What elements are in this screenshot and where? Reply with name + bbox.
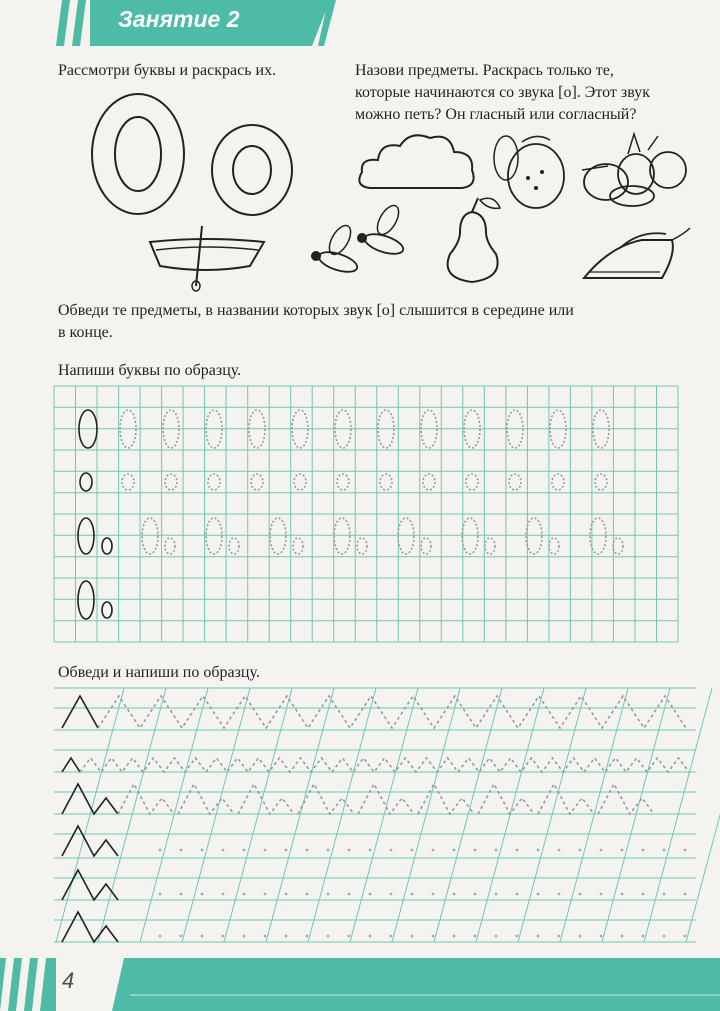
- trace-mountain-pattern: [538, 784, 594, 814]
- outlined-letters-Oo: [86, 88, 300, 220]
- guide-dot: [537, 893, 540, 896]
- guide-dot: [201, 935, 204, 938]
- guide-dot: [306, 935, 309, 938]
- guide-dot: [369, 849, 372, 852]
- sample-mountain-pattern: [62, 826, 118, 856]
- trace-mountain-pattern: [598, 784, 654, 814]
- sample-mountain-pattern: [62, 784, 118, 814]
- sample-mountain-pattern: [62, 912, 118, 942]
- guide-dot: [621, 893, 624, 896]
- guide-dot: [327, 849, 330, 852]
- task-colour-letters-text: Рассмотри буквы и раскрась их.: [58, 62, 277, 79]
- trace-small-o: [251, 474, 263, 490]
- guide-dot: [474, 935, 477, 938]
- guide-dot: [285, 849, 288, 852]
- guide-dot: [516, 849, 519, 852]
- guide-dot: [453, 849, 456, 852]
- wasps-icon: [300, 204, 416, 286]
- task-circle-line1: Обведи те предметы, в названии которых звук [о] слышится в середине или: [58, 302, 574, 319]
- guide-dot: [537, 935, 540, 938]
- guide-dot: [432, 849, 435, 852]
- banner-stripes: [56, 0, 96, 46]
- trace-small-o: [549, 538, 559, 554]
- task-trace-pattern-text: Обведи и напиши по образцу.: [58, 664, 260, 681]
- trace-capital-o: [334, 518, 350, 554]
- guide-dot: [537, 849, 540, 852]
- guide-dot: [663, 849, 666, 852]
- guide-dot: [159, 893, 162, 896]
- task-circle-line2: в конце.: [58, 324, 113, 341]
- guide-dot: [495, 849, 498, 852]
- trace-small-o: [466, 474, 478, 490]
- guide-dot: [348, 893, 351, 896]
- guide-dot: [579, 893, 582, 896]
- trace-small-o: [357, 538, 367, 554]
- guide-dot: [390, 893, 393, 896]
- guide-dot: [159, 849, 162, 852]
- guide-dot: [285, 893, 288, 896]
- guide-dot: [348, 935, 351, 938]
- trace-mountain-pattern: [418, 784, 474, 814]
- guide-dot: [180, 849, 183, 852]
- guide-dot: [369, 935, 372, 938]
- banner-tail: [318, 0, 338, 46]
- sample-capital-o: [78, 518, 94, 554]
- guide-dot: [600, 893, 603, 896]
- trace-small-o: [380, 474, 392, 490]
- guide-dot: [264, 849, 267, 852]
- trace-mountain-pattern: [118, 784, 174, 814]
- trace-small-o: [165, 538, 175, 554]
- guide-dot: [306, 849, 309, 852]
- trace-small-o: [485, 538, 495, 554]
- guide-dot: [306, 893, 309, 896]
- guide-dot: [264, 893, 267, 896]
- trace-small-o: [595, 474, 607, 490]
- guide-dot: [621, 935, 624, 938]
- guide-dot: [474, 849, 477, 852]
- guide-dot: [201, 893, 204, 896]
- trace-capital-o: [526, 518, 542, 554]
- guide-dot: [642, 893, 645, 896]
- guide-dot: [390, 935, 393, 938]
- pattern-practice-lines: [54, 688, 696, 946]
- trace-mountain-pattern: [178, 784, 234, 814]
- trace-small-o: [229, 538, 239, 554]
- guide-dot: [684, 935, 687, 938]
- guide-dot: [558, 935, 561, 938]
- trace-small-o: [552, 474, 564, 490]
- guide-dot: [369, 893, 372, 896]
- sample-capital-o: [78, 581, 94, 619]
- guide-dot: [348, 849, 351, 852]
- guide-dot: [285, 935, 288, 938]
- guide-dot: [222, 849, 225, 852]
- trace-mountain-pattern: [298, 784, 354, 814]
- sample-zigzag: [62, 696, 98, 728]
- guide-dot: [411, 935, 414, 938]
- guide-dot: [474, 893, 477, 896]
- sample-small-o: [102, 602, 112, 618]
- letter-practice-grid: [54, 386, 678, 642]
- guide-dot: [180, 893, 183, 896]
- guide-dot: [180, 935, 183, 938]
- lesson-title: Занятие 2: [118, 6, 240, 32]
- trace-mountain-pattern: [358, 784, 414, 814]
- guide-dot: [222, 893, 225, 896]
- guide-dot: [495, 935, 498, 938]
- guide-dot: [621, 849, 624, 852]
- trace-mountain-pattern: [478, 784, 534, 814]
- trace-capital-o: [142, 518, 158, 554]
- iron-icon: [580, 224, 692, 286]
- guide-dot: [327, 893, 330, 896]
- trace-small-o: [509, 474, 521, 490]
- trace-capital-o: [462, 518, 478, 554]
- trace-small-o: [208, 474, 220, 490]
- guide-dot: [432, 893, 435, 896]
- guide-dot: [390, 849, 393, 852]
- guide-dot: [516, 893, 519, 896]
- task-write-letters-text: Напиши буквы по образцу.: [58, 362, 242, 379]
- task-name-objects-line2: которые начинаются со звука [о]. Этот звук: [355, 84, 651, 101]
- guide-dot: [222, 935, 225, 938]
- cloud-icon: [358, 128, 478, 194]
- boat-icon: [146, 222, 270, 292]
- trace-small-o: [421, 538, 431, 554]
- trace-small-zigzag: [80, 758, 689, 772]
- sample-small-o: [102, 538, 112, 554]
- guide-dot: [684, 849, 687, 852]
- trace-small-o: [122, 474, 134, 490]
- pear-icon: [438, 192, 508, 288]
- guide-dot: [201, 849, 204, 852]
- vegetables-icon: [578, 130, 692, 212]
- guide-dot: [663, 893, 666, 896]
- task-name-objects-line1: Назови предметы. Раскрась только те,: [355, 62, 614, 79]
- trace-small-o: [423, 474, 435, 490]
- guide-dot: [663, 935, 666, 938]
- trace-small-o: [293, 538, 303, 554]
- guide-dot: [600, 935, 603, 938]
- guide-dot: [558, 893, 561, 896]
- guide-dot: [453, 935, 456, 938]
- guide-dot: [558, 849, 561, 852]
- sample-mountain-pattern: [62, 870, 118, 900]
- trace-small-o: [337, 474, 349, 490]
- guide-dot: [453, 893, 456, 896]
- guide-dot: [579, 935, 582, 938]
- guide-dot: [600, 849, 603, 852]
- trace-small-o: [294, 474, 306, 490]
- guide-dot: [579, 849, 582, 852]
- guide-dot: [411, 893, 414, 896]
- trace-capital-o: [206, 518, 222, 554]
- trace-capital-o: [398, 518, 414, 554]
- guide-dot: [159, 935, 162, 938]
- sample-small-zigzag: [62, 758, 80, 772]
- guide-dot: [516, 935, 519, 938]
- guide-dot: [264, 935, 267, 938]
- guide-dot: [432, 935, 435, 938]
- trace-capital-o: [270, 518, 286, 554]
- guide-dot: [243, 935, 246, 938]
- guide-dot: [411, 849, 414, 852]
- guide-dot: [495, 893, 498, 896]
- task-name-objects-line3: можно петь? Он гласный или согласный?: [355, 106, 637, 123]
- trace-mountain-pattern: [238, 784, 294, 814]
- guide-dot: [642, 935, 645, 938]
- guide-dot: [243, 893, 246, 896]
- sample-small-o: [80, 473, 92, 491]
- guide-dot: [684, 893, 687, 896]
- trace-zigzag: [98, 696, 686, 728]
- footer-band: [0, 958, 720, 1011]
- page-number: 4: [62, 968, 75, 993]
- guide-dot: [642, 849, 645, 852]
- trace-small-o: [613, 538, 623, 554]
- guide-dot: [243, 849, 246, 852]
- guide-dot: [327, 935, 330, 938]
- trace-small-o: [165, 474, 177, 490]
